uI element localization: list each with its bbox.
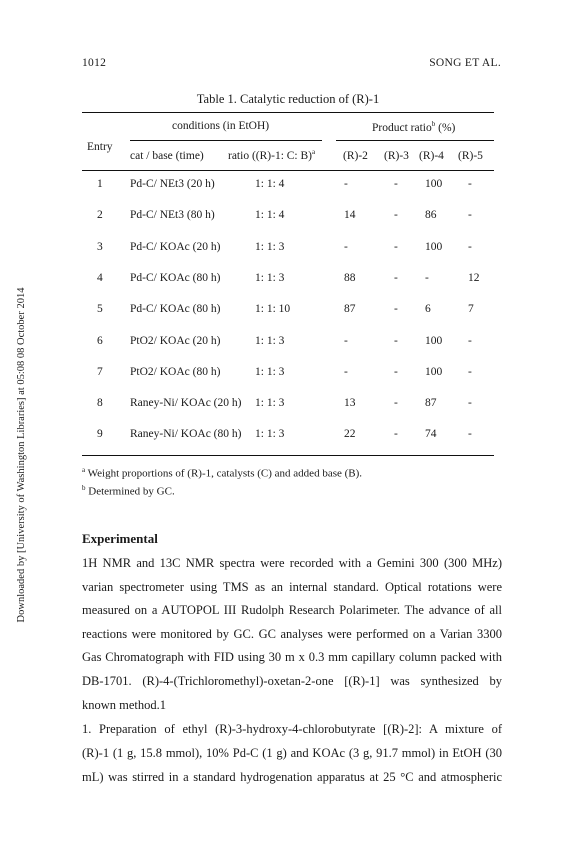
col-ratio-sup: a <box>312 148 316 156</box>
cell-p4: 86 <box>425 209 437 222</box>
cell-p5: 12 <box>468 271 480 284</box>
table-top-rule <box>82 112 494 113</box>
footnote-b-text: Determined by GC. <box>88 485 175 498</box>
cell-cat: Pd-C/ KOAc (80 h) <box>130 271 221 284</box>
cell-p3: - <box>394 303 398 316</box>
preparation-line: mL) was stirred in a standard hydrogenation apparatus at 25 °C and atmospheric <box>82 770 502 784</box>
footnote-a-text: Weight proportions of (R)-1, catalysts (C) and added base (B). <box>87 467 363 480</box>
col-cat-header: cat / base (time) <box>130 150 204 162</box>
footnote-a <box>82 466 362 480</box>
cell-p4: 74 <box>425 428 437 441</box>
cell-p4: - <box>425 271 429 284</box>
cell-p3: - <box>394 178 398 190</box>
cell-p2: - <box>344 365 348 378</box>
experimental-line: reactions were monitored by GC. GC analyses were performed on a Varian 3300 <box>82 626 502 641</box>
col-entry-header: Entry <box>87 141 113 153</box>
experimental-line: Gas Chromatograph with FID using 30 m x 0.3 mm capillary column packed with <box>82 650 502 665</box>
footnote-b <box>82 484 175 498</box>
experimental-line: DB-1701. (R)-4-(Trichloromethyl)-oxetan-2-one [(R)-1] was synthesized by <box>82 674 502 688</box>
page-number: 1012 <box>82 57 107 69</box>
cell-p4: 100 <box>425 178 443 190</box>
cell-ratio: 1: 1: 4 <box>255 209 285 222</box>
cell-p3: - <box>394 209 398 222</box>
cell-p4: 100 <box>425 334 443 347</box>
cell-p2: 87 <box>344 303 356 316</box>
cell-cat: Raney-Ni/ KOAc (20 h) <box>130 397 242 410</box>
experimental-line: measured on a AUTOPOL III Rudolph Research Polarimeter. The advance of all <box>82 603 502 618</box>
cell-p5: - <box>468 240 472 253</box>
cell-p5: - <box>468 397 472 410</box>
cell-cat: Pd-C/ KOAc (80 h) <box>130 303 221 316</box>
cell-entry: 7 <box>97 365 103 378</box>
cell-ratio: 1: 1: 3 <box>255 240 285 253</box>
experimental-line: 1H NMR and 13C NMR spectra were recorded with a Gemini 300 (300 MHz) <box>82 556 502 570</box>
table-caption <box>0 92 576 107</box>
conditions-group-rule <box>130 140 322 141</box>
cell-ratio: 1: 1: 3 <box>255 397 285 410</box>
cell-cat: Pd-C/ NEt3 (20 h) <box>130 178 215 190</box>
cell-p2: 88 <box>344 271 356 284</box>
cell-p3: - <box>394 365 398 378</box>
cell-entry: 4 <box>97 271 103 284</box>
cell-entry: 9 <box>97 428 103 441</box>
cell-p3: - <box>394 397 398 410</box>
cell-p5: - <box>468 365 472 378</box>
col-ratio-label: ratio ((R)-1: C: B) <box>228 149 312 162</box>
preparation-title: 1. Preparation of ethyl (R)-3-hydroxy-4-chlorobutyrate [(R)-2]: A mixture of <box>82 722 502 736</box>
col-p5-header: (R)-5 <box>458 150 483 162</box>
cell-entry: 8 <box>97 397 103 410</box>
cell-entry: 6 <box>97 334 103 347</box>
cell-cat: Pd-C/ NEt3 (80 h) <box>130 209 215 222</box>
cell-p2: 13 <box>344 397 356 410</box>
cell-p4: 100 <box>425 365 443 378</box>
cell-p5: 7 <box>468 303 474 316</box>
product-group-rule <box>336 140 494 141</box>
cell-p2: - <box>344 334 348 347</box>
table-caption-text: Table 1. Catalytic reduction of (R)-1 <box>196 92 380 106</box>
cell-p4: 100 <box>425 240 443 253</box>
cell-cat: PtO2/ KOAc (20 h) <box>130 334 221 347</box>
cell-cat: Raney-Ni/ KOAc (80 h) <box>130 428 242 441</box>
conditions-group-header: conditions (in EtOH) <box>172 120 270 132</box>
cell-p3: - <box>394 271 398 284</box>
download-notice: Downloaded by [University of Washington Libraries] at 05:08 08 October 2014 <box>16 287 27 623</box>
product-group-sup: b <box>431 120 436 128</box>
cell-p2: 22 <box>344 428 356 441</box>
product-group-unit: (%) <box>438 121 456 134</box>
cell-p3: - <box>394 428 398 441</box>
cell-cat: PtO2/ KOAc (80 h) <box>130 365 221 378</box>
cell-ratio: 1: 1: 4 <box>255 178 285 190</box>
cell-entry: 2 <box>97 209 103 222</box>
cell-p2: - <box>344 178 348 190</box>
experimental-line: known method.1 <box>82 697 167 712</box>
product-group-header <box>372 120 455 134</box>
cell-ratio: 1: 1: 3 <box>255 271 285 284</box>
cell-entry: 1 <box>97 178 103 190</box>
experimental-heading: Experimental <box>82 531 158 546</box>
cell-p5: - <box>468 178 472 190</box>
cell-p4: 6 <box>425 303 431 316</box>
preparation-line: (R)-1 (1 g, 15.8 mmol), 10% Pd-C (1 g) and KOAc (3 g, 91.7 mmol) in EtOH (30 <box>82 746 502 760</box>
cell-p2: 14 <box>344 209 356 222</box>
experimental-line: varian spectrometer using TMS as an internal standard. Optical rotations were <box>82 579 502 594</box>
cell-p2: - <box>344 240 348 253</box>
cell-p4: 87 <box>425 397 437 410</box>
table-bottom-rule <box>82 455 494 456</box>
running-title: SONG ET AL. <box>429 57 501 69</box>
footnote-a-mark: a <box>82 466 86 474</box>
table-header-rule <box>82 170 494 171</box>
col-ratio-header <box>228 148 315 162</box>
cell-p5: - <box>468 209 472 222</box>
cell-p3: - <box>394 334 398 347</box>
cell-p5: - <box>468 334 472 347</box>
col-p3-header: (R)-3 <box>384 150 409 162</box>
footnote-b-mark: b <box>82 484 86 492</box>
col-p2-header: (R)-2 <box>343 150 368 162</box>
cell-entry: 3 <box>97 240 103 253</box>
cell-p3: - <box>394 240 398 253</box>
cell-ratio: 1: 1: 3 <box>255 365 285 378</box>
cell-p5: - <box>468 428 472 441</box>
product-group-label: Product ratio <box>372 121 432 134</box>
cell-ratio: 1: 1: 3 <box>255 334 285 347</box>
cell-ratio: 1: 1: 3 <box>255 428 285 441</box>
cell-ratio: 1: 1: 10 <box>255 303 291 316</box>
col-p4-header: (R)-4 <box>419 150 444 162</box>
cell-cat: Pd-C/ KOAc (20 h) <box>130 240 221 253</box>
cell-entry: 5 <box>97 303 103 316</box>
